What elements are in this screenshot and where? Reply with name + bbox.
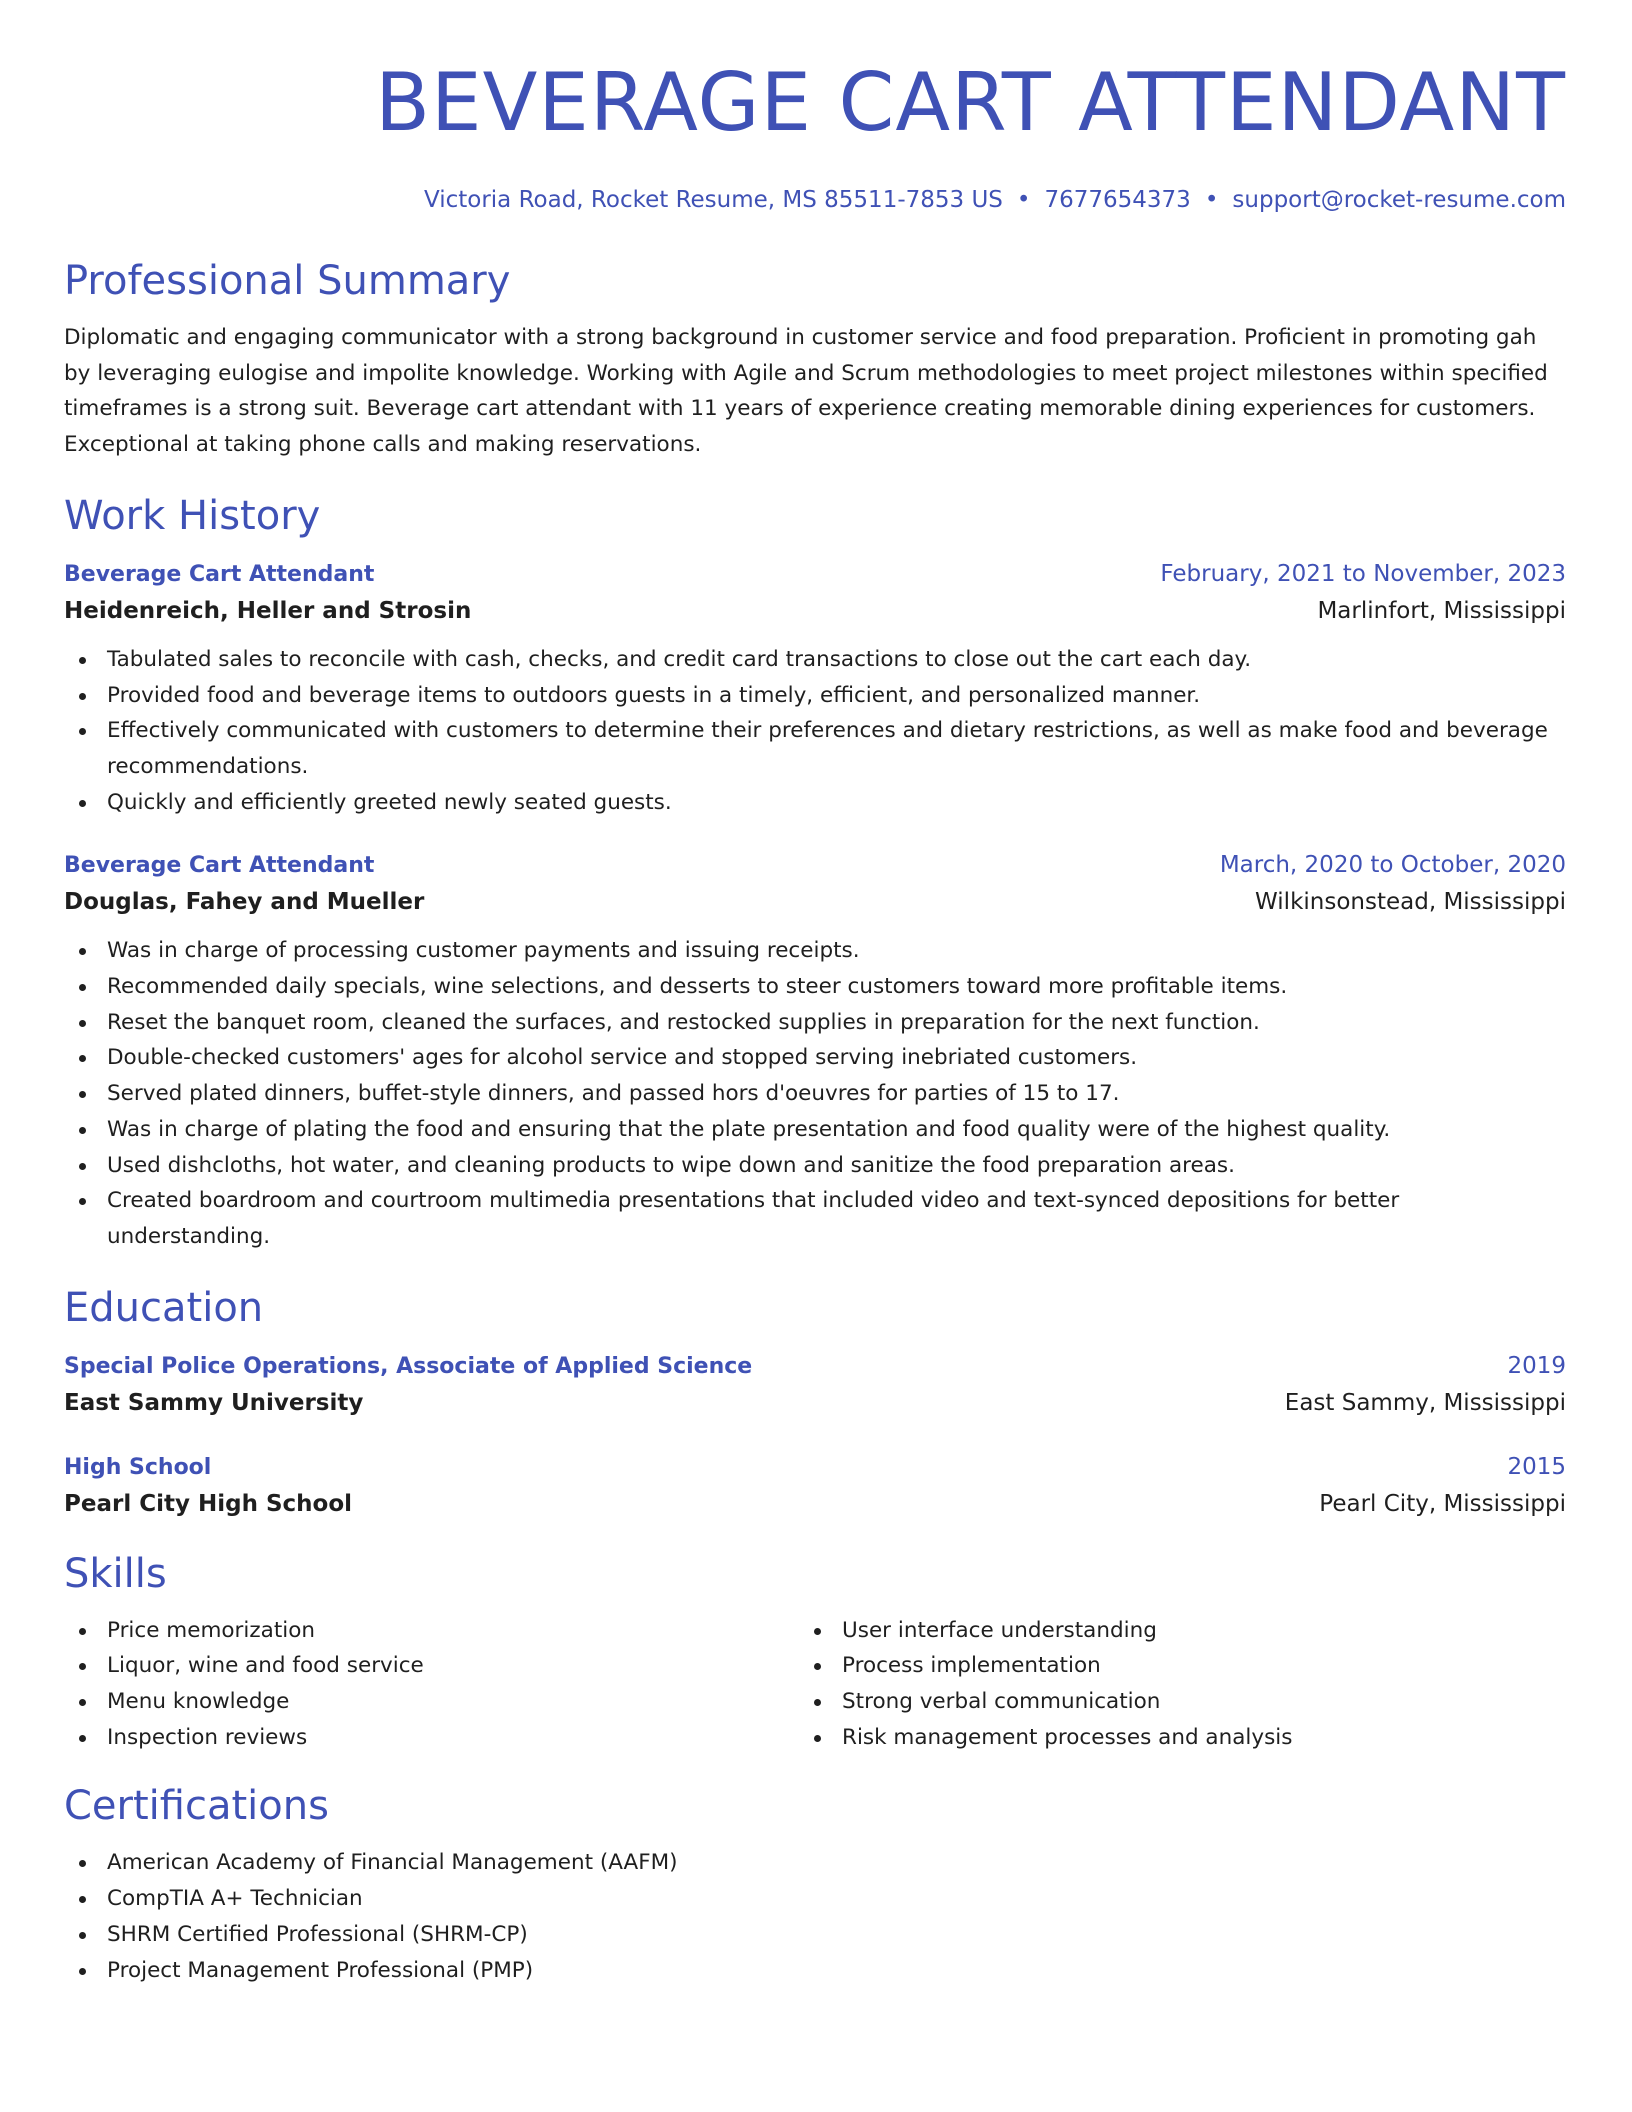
education-year: 2019: [1507, 1352, 1566, 1379]
education-school: Pearl City High School: [64, 1490, 353, 1517]
job-role: Beverage Cart Attendant: [64, 853, 375, 879]
education-location: Pearl City, Mississippi: [1319, 1490, 1566, 1517]
contact-phone: 7677654373: [1044, 187, 1191, 213]
skill-item: Price memorization: [64, 1613, 799, 1649]
certification-item: Project Management Professional (PMP): [64, 1953, 1566, 1989]
job-dates: March, 2020 to October, 2020: [1219, 852, 1566, 879]
job-duty: Was in charge of plating the food and ensuring that the plate presentation and food quality were of the highest quality.: [64, 1112, 1566, 1148]
skills-list-left: [64, 1613, 799, 1756]
summary-text: Diplomatic and engaging communicator with a strong background in customer service and food preparation. Proficient in promoting gah by leveraging eulogise and impolite knowledge. Working with Agile and Scrum methodologies to meet project milestones within specified timeframes is a strong suit. Beverage cart attendant with 11 years of experience creating memorable dining experiences for customers. Exceptional at taking phone calls and making reservations.: [64, 325, 1548, 458]
section-title-skills: Skills: [64, 1550, 167, 1597]
job-duty: Quickly and efficiently greeted newly seated guests.: [64, 785, 1566, 821]
contact-address: Victoria Road, Rocket Resume, MS 85511-7853 US: [423, 187, 1003, 213]
skills-section: [64, 1547, 1566, 1756]
contact-separator: •: [1204, 187, 1219, 213]
job-header-row: [64, 557, 1566, 592]
job-duty: Served plated dinners, buffet-style dinners, and passed hors d'oeuvres for parties of 15 to 17.: [64, 1076, 1566, 1112]
education-degree: Special Police Operations, Associate of Applied Science: [64, 1353, 753, 1379]
skill-item: Liquor, wine and food service: [64, 1648, 799, 1684]
section-title-work: Work History: [64, 492, 321, 539]
job-duty: Created boardroom and courtroom multimedia presentations that included video and text-synced depositions for better understanding.: [64, 1183, 1566, 1254]
education-entry: [64, 1450, 1566, 1523]
education-header-row: [64, 1349, 1566, 1384]
certifications-list: [64, 1845, 1566, 1988]
skill-item: Process implementation: [799, 1648, 1534, 1684]
job-location: Marlinfort, Mississippi: [1317, 597, 1566, 624]
skills-list-right: [799, 1613, 1534, 1756]
job-role: Beverage Cart Attendant: [64, 561, 375, 587]
job-duty: Double-checked customers' ages for alcohol service and stopped serving inebriated customers.: [64, 1040, 1566, 1076]
job-duty: Reset the banquet room, cleaned the surfaces, and restocked supplies in preparation for the next function.: [64, 1005, 1566, 1041]
certifications-section: [64, 1779, 1566, 1988]
resume-header: [64, 44, 1566, 216]
skill-item: User interface understanding: [799, 1613, 1534, 1649]
section-title-certifications: Certifications: [64, 1783, 329, 1830]
skill-item: Menu knowledge: [64, 1684, 799, 1720]
job-duties-list: [64, 642, 1566, 821]
education-location: East Sammy, Mississippi: [1284, 1389, 1566, 1416]
job-duty: Recommended daily specials, wine selections, and desserts to steer customers toward more profitable items.: [64, 969, 1566, 1005]
education-school-row: [64, 1384, 1566, 1422]
job-entry: [64, 848, 1566, 1254]
education-school-row: [64, 1485, 1566, 1523]
job-header-row: [64, 848, 1566, 883]
work-history-section: [64, 489, 1566, 1255]
job-duty: Used dishcloths, hot water, and cleaning products to wipe down and sanitize the food preparation areas.: [64, 1148, 1566, 1184]
job-company-row: [64, 883, 1566, 921]
job-duty: Provided food and beverage items to outdoors guests in a timely, efficient, and personalized manner.: [64, 678, 1566, 714]
skills-grid: [64, 1613, 1566, 1756]
education-entry: [64, 1349, 1566, 1422]
education-header-row: [64, 1450, 1566, 1485]
job-dates: February, 2021 to November, 2023: [1160, 560, 1566, 587]
candidate-title: BEVERAGE CART ATTENDANT: [375, 56, 1566, 149]
job-entry: [64, 557, 1566, 821]
contact-line: [64, 184, 1566, 216]
education-degree: High School: [64, 1454, 212, 1480]
job-company-row: [64, 592, 1566, 630]
education-school: East Sammy University: [64, 1389, 364, 1416]
job-duty: Was in charge of processing customer payments and issuing receipts.: [64, 933, 1566, 969]
contact-email: support@rocket-resume.com: [1232, 187, 1566, 213]
job-location: Wilkinsonstead, Mississippi: [1255, 889, 1566, 916]
skill-item: Risk management processes and analysis: [799, 1720, 1534, 1756]
education-year: 2015: [1507, 1453, 1566, 1480]
certification-item: SHRM Certified Professional (SHRM-CP): [64, 1917, 1566, 1953]
certification-item: CompTIA A+ Technician: [64, 1881, 1566, 1917]
skill-item: Strong verbal communication: [799, 1684, 1534, 1720]
job-duties-list: [64, 933, 1566, 1254]
section-title-education: Education: [64, 1284, 264, 1331]
contact-separator: •: [1016, 187, 1031, 213]
section-title-summary: Professional Summary: [64, 258, 511, 304]
job-duty: Tabulated sales to reconcile with cash, checks, and credit card transactions to close out the cart each day.: [64, 642, 1566, 678]
job-company: Douglas, Fahey and Mueller: [64, 889, 425, 916]
job-company: Heidenreich, Heller and Strosin: [64, 597, 472, 624]
professional-summary-section: [64, 254, 1566, 463]
skill-item: Inspection reviews: [64, 1720, 799, 1756]
education-section: [64, 1281, 1566, 1523]
job-duty: Effectively communicated with customers to determine their preferences and dietary restrictions, as well as make food and beverage recommendations.: [64, 713, 1566, 784]
certification-item: American Academy of Financial Management (AAFM): [64, 1845, 1566, 1881]
